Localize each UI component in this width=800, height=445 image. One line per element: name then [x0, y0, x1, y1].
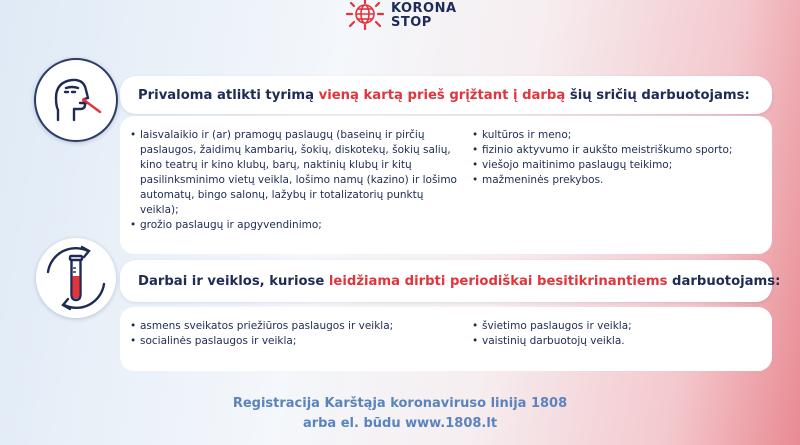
list-item: • fizinio aktyvumo ir aukšto meistriškumo sporto;: [472, 143, 772, 158]
list-item: • grožio paslaugų ir apgyvendinimo;: [130, 218, 460, 233]
section-1-heading-highlight: vieną kartą prieš grįžtant į darbą: [318, 87, 566, 103]
list-item: • laisvalaikio ir (ar) pramogų paslaugų (baseinų ir pirčių paslaugos, žaidimų kambarių, šokių, diskotekų, šokių salių, kino teatrų ir kino klubų, barų, naktinių klubų ir kitų pasilinksminimo vietų veikla, lošimo namų (kazino) ir lošimo automatų, bingo salonų, lažybų ir totalizatorių punktų veikla);: [130, 128, 460, 218]
logo-line-2: STOP: [391, 15, 432, 30]
korona-stop-logo-icon: [345, 0, 385, 32]
korona-stop-logo: [345, 0, 457, 32]
section-2-heading-post: darbuotojams:: [667, 273, 781, 289]
nasal-swab-icon: [44, 68, 108, 132]
nasal-swab-icon-circle: [34, 58, 118, 142]
section-1-heading-post: šių sričių darbuotojams:: [565, 87, 750, 103]
section-1-list-right: [472, 128, 772, 188]
section-2-list-right: [472, 319, 772, 349]
logo-line-1: KORONA: [391, 1, 457, 16]
list-item: • švietimo paslaugos ir veikla;: [472, 319, 772, 334]
section-1-heading-banner: [120, 76, 772, 114]
section-2-panel: [120, 307, 772, 371]
section-2-heading-banner: [120, 260, 781, 302]
section-1-heading: [138, 88, 750, 103]
section-2-list-left: [130, 319, 460, 349]
list-item: • vaistinių darbuotojų veikla.: [472, 334, 772, 349]
test-tube-cycle-icon: [36, 238, 116, 318]
footer-registration-line: Registracija Karštąja koronaviruso linija 1808: [232, 396, 568, 411]
list-item: • kultūros ir meno;: [472, 128, 772, 143]
list-item: • socialinės paslaugos ir veikla;: [130, 334, 460, 349]
list-item: • viešojo maitinimo paslaugų teikimo;: [472, 158, 772, 173]
section-2-heading: [138, 274, 780, 289]
test-tube-icon-circle: [36, 238, 116, 318]
list-item: • mažmeninės prekybos.: [472, 173, 772, 188]
section-1-heading-pre: Privaloma atlikti tyrimą: [138, 87, 319, 103]
section-1-list-left: [130, 128, 460, 233]
list-item: • asmens sveikatos priežiūros paslaugos ir veikla;: [130, 319, 460, 334]
footer-website-line: arba el. būdu www.1808.lt: [302, 416, 498, 431]
section-2-heading-highlight: leidžiama dirbti periodiškai besitikrinantiems: [328, 273, 668, 289]
logo-text: [391, 2, 457, 30]
section-1-panel: [120, 116, 772, 254]
section-2-heading-pre: Darbai ir veiklos, kuriose: [138, 273, 329, 289]
